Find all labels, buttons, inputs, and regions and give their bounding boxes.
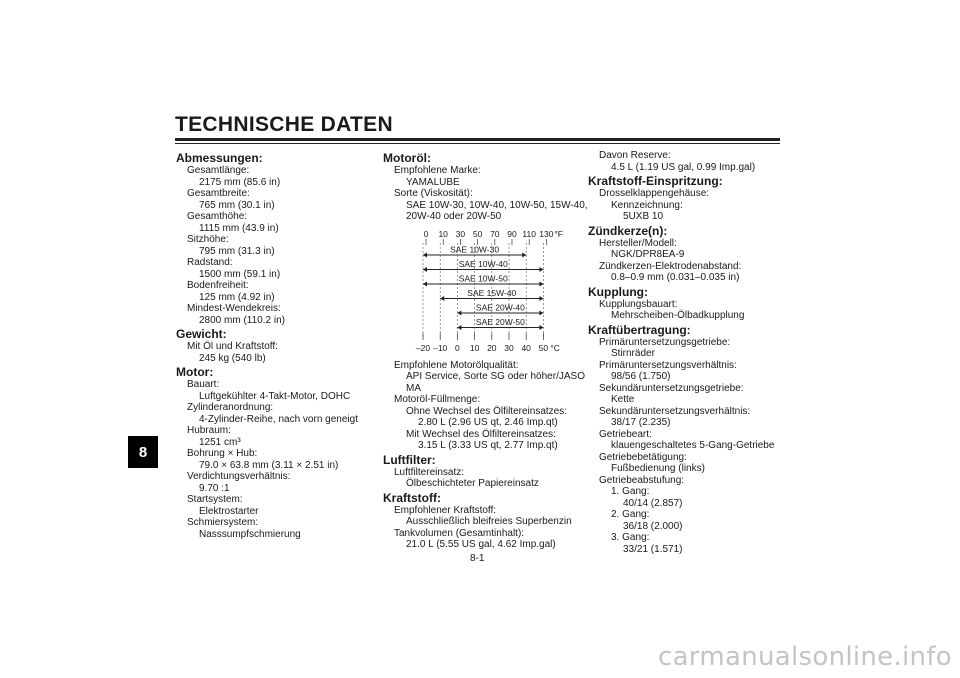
top-scale-label: 10 xyxy=(438,228,448,239)
viscosity-bar-label: SAE 20W-40 xyxy=(475,302,525,312)
top-scale-label: 50 xyxy=(472,228,483,239)
bottom-scale-label: 20 xyxy=(487,342,497,353)
section-heading: Kraftstoff-Einspritzung: xyxy=(588,174,723,188)
spec-line: 20W-40 oder 20W-50 xyxy=(406,211,502,222)
header-rule-thin xyxy=(175,143,780,144)
spec-line: Kette xyxy=(611,394,635,405)
spec-line: SAE 10W-30, 10W-40, 10W-50, 15W-40, xyxy=(406,199,588,211)
spec-line: 4-Zylinder-Reihe, nach vorn geneigt xyxy=(199,413,358,425)
section-heading: Kupplung: xyxy=(588,284,648,299)
spec-line: 1. Gang: xyxy=(611,486,650,497)
arrow-left-icon xyxy=(423,281,427,286)
spec-line: 79.0 × 63.8 mm (3.11 × 2.51 in) xyxy=(199,459,339,471)
spec-line: Getriebeart: xyxy=(599,428,652,440)
spec-line: Verdichtungsverhältnis: xyxy=(187,471,291,482)
spec-line: Nasssumpfschmierung xyxy=(199,528,301,540)
spec-line: 765 mm (30.1 in) xyxy=(199,199,275,211)
section-heading: Abmessungen: xyxy=(176,151,263,165)
bottom-scale-label: –20 xyxy=(415,342,431,353)
spec-line: Ohne Wechsel des Ölfiltereinsatzes: xyxy=(406,405,568,417)
top-scale-label: 90 xyxy=(507,228,517,239)
spec-list xyxy=(383,360,588,551)
spec-list xyxy=(588,150,793,555)
spec-line: Ausschließlich bleifreies Superbenzin xyxy=(406,516,572,527)
column-3 xyxy=(588,150,793,555)
page-title: TECHNISCHE DATEN xyxy=(175,113,393,136)
section-heading: Gewicht: xyxy=(176,327,227,341)
top-unit: °F xyxy=(554,228,563,239)
section-heading: Kraftstoff: xyxy=(383,490,441,505)
spec-line: Schmiersystem: xyxy=(187,517,259,528)
bottom-scale-label: 50 xyxy=(538,342,549,353)
spec-line: 245 kg (540 lb) xyxy=(199,352,266,364)
spec-line: 3.15 L (3.33 US qt, 2.77 Imp.qt) xyxy=(418,440,558,451)
spec-line: API Service, Sorte SG oder höher/JASO xyxy=(406,371,585,382)
top-scale-label: 110 xyxy=(522,228,536,239)
spec-line: Stirnräder xyxy=(611,348,655,359)
top-scale-label: 0 xyxy=(423,228,429,239)
page-number: 8-1 xyxy=(470,553,485,564)
spec-line: Hersteller/Modell: xyxy=(599,237,677,249)
spec-line: 1500 mm (59.1 in) xyxy=(199,268,281,280)
spec-line: 36/18 (2.000) xyxy=(623,520,683,532)
spec-line: Empfohlener Kraftstoff: xyxy=(394,504,497,516)
spec-line: Getriebebetätigung: xyxy=(599,451,687,463)
spec-line: 33/21 (1.571) xyxy=(623,543,683,555)
viscosity-chart xyxy=(413,227,563,357)
spec-line: 3. Gang: xyxy=(611,532,650,543)
arrow-right-icon xyxy=(539,267,543,272)
section-heading: Zündkerze(n): xyxy=(588,223,668,238)
spec-line: Zündkerzen-Elektrodenabstand: xyxy=(599,260,742,272)
spec-line: Mehrscheiben-Ölbadkupplung xyxy=(611,310,745,321)
arrow-left-icon xyxy=(457,310,461,315)
column-2 xyxy=(383,150,588,551)
spec-line: Kennzeichnung: xyxy=(611,199,683,211)
top-scale-label: 130 xyxy=(539,228,554,239)
bottom-scale-label: 30 xyxy=(504,342,514,353)
spec-line: YAMALUBE xyxy=(406,176,460,188)
header-rule xyxy=(175,138,780,141)
arrow-left-icon xyxy=(423,252,427,257)
spec-line: Sekundäruntersetzungsgetriebe: xyxy=(599,382,744,394)
spec-line: 4.5 L (1.19 US gal, 0.99 Imp.gal) xyxy=(611,161,756,173)
spec-line: 0.8–0.9 mm (0.031–0.035 in) xyxy=(611,272,740,283)
section-heading: Kraftübertragung: xyxy=(588,322,691,337)
arrow-right-icon xyxy=(539,325,543,330)
spec-line: Fußbedienung (links) xyxy=(611,463,705,474)
spec-line: Empfohlene Marke: xyxy=(394,165,481,176)
spec-line: Drosselklappengehäuse: xyxy=(599,188,710,199)
chapter-tab: 8 xyxy=(128,436,158,468)
arrow-right-icon xyxy=(539,310,543,315)
spec-line: Kupplungsbauart: xyxy=(599,298,678,310)
spec-line: Sitzhöhe: xyxy=(187,234,229,245)
bottom-scale-label: 10 xyxy=(469,342,480,353)
spec-line: 125 mm (4.92 in) xyxy=(199,291,275,303)
spec-line: 38/17 (2.235) xyxy=(611,417,671,428)
spec-line: Tankvolumen (Gesamtinhalt): xyxy=(394,527,525,539)
spec-line: Davon Reserve: xyxy=(599,150,671,161)
spec-line: Mit Öl und Kraftstoff: xyxy=(187,341,278,352)
watermark: carmanualsonline.info xyxy=(657,642,952,672)
spec-line: Luftgekühlter 4-Takt-Motor, DOHC xyxy=(199,390,351,402)
spec-line: Sekundäruntersetzungsverhältnis: xyxy=(599,405,751,417)
arrow-right-icon xyxy=(522,252,526,257)
spec-line: Empfohlene Motorölqualität: xyxy=(394,359,519,371)
spec-line: 1115 mm (43.9 in) xyxy=(199,222,279,234)
spec-line: 2.80 L (2.96 US qt, 2.46 Imp.qt) xyxy=(418,417,558,428)
spec-line: Startsystem: xyxy=(187,494,243,505)
arrow-left-icon xyxy=(440,296,444,301)
spec-line: Mindest-Wendekreis: xyxy=(187,303,281,314)
spec-line: 2175 mm (85.6 in) xyxy=(199,176,281,188)
spec-line: 9.70 :1 xyxy=(199,482,230,494)
spec-line: Motoröl-Füllmenge: xyxy=(394,394,481,405)
bottom-scale-label: –10 xyxy=(433,342,448,353)
viscosity-bar-label: SAE 10W-30 xyxy=(450,244,500,254)
arrow-right-icon xyxy=(539,296,543,301)
spec-list xyxy=(176,151,381,540)
spec-line: Ölbeschichteter Papiereinsatz xyxy=(406,478,539,489)
bottom-scale-label: 40 xyxy=(521,342,531,353)
spec-line: Sorte (Viskosität): xyxy=(394,188,473,199)
section-heading: Luftfilter: xyxy=(383,452,436,467)
spec-line: 98/56 (1.750) xyxy=(611,371,671,382)
section-heading: Motor: xyxy=(176,365,214,379)
spec-line: Hubraum: xyxy=(187,425,231,436)
spec-line: 40/14 (2.857) xyxy=(623,497,683,509)
column-1 xyxy=(176,150,381,540)
arrow-right-icon xyxy=(539,281,543,286)
spec-line: 5UXB 10 xyxy=(623,211,664,222)
spec-list xyxy=(383,151,588,223)
top-scale-label: 30 xyxy=(455,228,466,239)
spec-line: Gesamtlänge: xyxy=(187,165,250,176)
spec-line: NGK/DPR8EA-9 xyxy=(611,249,685,260)
spec-line: klauengeschaltetes 5-Gang-Getriebe xyxy=(611,440,775,451)
spec-line: Mit Wechsel des Ölfiltereinsatzes: xyxy=(406,428,556,440)
viscosity-bar-label: SAE 15W-40 xyxy=(467,287,517,298)
spec-line: Radstand: xyxy=(187,257,233,268)
spec-line: Getriebeabstufung: xyxy=(599,474,685,486)
spec-line: Zylinderanordnung: xyxy=(187,402,274,413)
viscosity-bar-label: SAE 10W-40 xyxy=(458,258,508,269)
spec-line: Luftfiltereinsatz: xyxy=(394,466,465,478)
arrow-left-icon xyxy=(423,267,427,272)
bottom-unit: °C xyxy=(550,342,560,353)
spec-line: Primäruntersetzungsverhältnis: xyxy=(599,359,737,371)
spec-line: 2800 mm (110.2 in) xyxy=(199,314,285,326)
section-heading: Motoröl: xyxy=(383,151,431,165)
spec-line: 1251 cm³ xyxy=(199,436,241,448)
spec-line: Gesamthöhe: xyxy=(187,211,248,222)
spec-line: 2. Gang: xyxy=(611,509,650,520)
top-scale-label: 70 xyxy=(490,228,500,239)
spec-line: Bodenfreiheit: xyxy=(187,280,249,291)
spec-line: Bauart: xyxy=(187,379,220,390)
arrow-left-icon xyxy=(457,325,461,330)
spec-line: Bohrung × Hub: xyxy=(187,448,258,459)
spec-line: Elektrostarter xyxy=(199,505,259,517)
spec-line: Primäruntersetzungsgetriebe: xyxy=(599,336,731,348)
bottom-scale-label: 0 xyxy=(455,342,460,353)
viscosity-bar-label: SAE 10W-50 xyxy=(458,273,508,283)
spec-line: 21.0 L (5.55 US gal, 4.62 Imp.gal) xyxy=(406,539,556,550)
spec-line: Gesamtbreite: xyxy=(187,188,250,199)
spec-line: 795 mm (31.3 in) xyxy=(199,245,275,257)
spec-line: MA xyxy=(406,382,421,394)
viscosity-bar-label: SAE 20W-50 xyxy=(475,316,525,327)
